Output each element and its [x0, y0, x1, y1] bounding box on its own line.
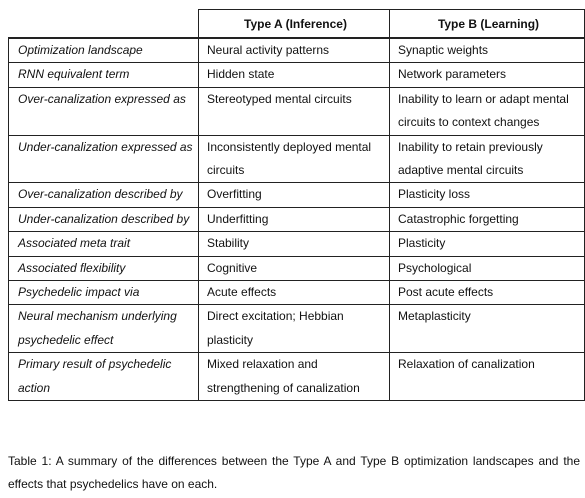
- row-label: Optimization landscape: [9, 38, 199, 63]
- row-label: Over-canalization expressed as: [9, 87, 199, 135]
- table-row: [9, 135, 585, 183]
- type-b-cell: Psychological: [390, 256, 585, 280]
- type-a-cell: Underfitting: [199, 207, 390, 231]
- table-row: [9, 207, 585, 231]
- type-b-cell: Post acute effects: [390, 281, 585, 305]
- type-b-cell: Catastrophic forgetting: [390, 207, 585, 231]
- type-b-cell: Relaxation of canalization: [390, 353, 585, 401]
- type-b-cell: Inability to learn or adapt mental circuits to context changes: [390, 87, 585, 135]
- row-label: Associated flexibility: [9, 256, 199, 280]
- table-row: [9, 256, 585, 280]
- type-a-cell: Inconsistently deployed mental circuits: [199, 135, 390, 183]
- table-row: [9, 38, 585, 63]
- table-row: [9, 353, 585, 401]
- type-b-cell: Network parameters: [390, 63, 585, 87]
- type-a-cell: Acute effects: [199, 281, 390, 305]
- row-label: Primary result of psychedelic action: [9, 353, 199, 401]
- row-label: Neural mechanism underlying psychedelic effect: [9, 305, 199, 353]
- summary-table: [8, 9, 585, 401]
- header-type-a: Type A (Inference): [199, 10, 390, 39]
- type-b-cell: Synaptic weights: [390, 38, 585, 63]
- row-label: Over-canalization described by: [9, 183, 199, 207]
- type-a-cell: Hidden state: [199, 63, 390, 87]
- type-a-cell: Overfitting: [199, 183, 390, 207]
- table-row: [9, 232, 585, 256]
- table-caption: Table 1: A summary of the differences between the Type A and Type B optimization landscapes and the effects that psychedelics have on each.: [8, 454, 580, 491]
- type-a-cell: Neural activity patterns: [199, 38, 390, 63]
- summary-table-container: [8, 9, 584, 401]
- header-row: [9, 10, 585, 39]
- row-label: RNN equivalent term: [9, 63, 199, 87]
- header-blank-cell: [9, 10, 199, 39]
- table-row: [9, 305, 585, 353]
- table-row: [9, 87, 585, 135]
- row-label: Under-canalization expressed as: [9, 135, 199, 183]
- type-a-cell: Cognitive: [199, 256, 390, 280]
- table-row: [9, 281, 585, 305]
- row-label: Psychedelic impact via: [9, 281, 199, 305]
- type-a-cell: Direct excitation; Hebbian plasticity: [199, 305, 390, 353]
- type-b-cell: Plasticity: [390, 232, 585, 256]
- type-a-cell: Stability: [199, 232, 390, 256]
- table-header: [9, 10, 585, 39]
- table-row: [9, 63, 585, 87]
- type-a-cell: Mixed relaxation and strengthening of canalization: [199, 353, 390, 401]
- type-b-cell: Plasticity loss: [390, 183, 585, 207]
- row-label: Under-canalization described by: [9, 207, 199, 231]
- header-type-b: Type B (Learning): [390, 10, 585, 39]
- type-b-cell: Metaplasticity: [390, 305, 585, 353]
- type-a-cell: Stereotyped mental circuits: [199, 87, 390, 135]
- type-b-cell: Inability to retain previously adaptive mental circuits: [390, 135, 585, 183]
- table-body: [9, 38, 585, 401]
- table-row: [9, 183, 585, 207]
- row-label: Associated meta trait: [9, 232, 199, 256]
